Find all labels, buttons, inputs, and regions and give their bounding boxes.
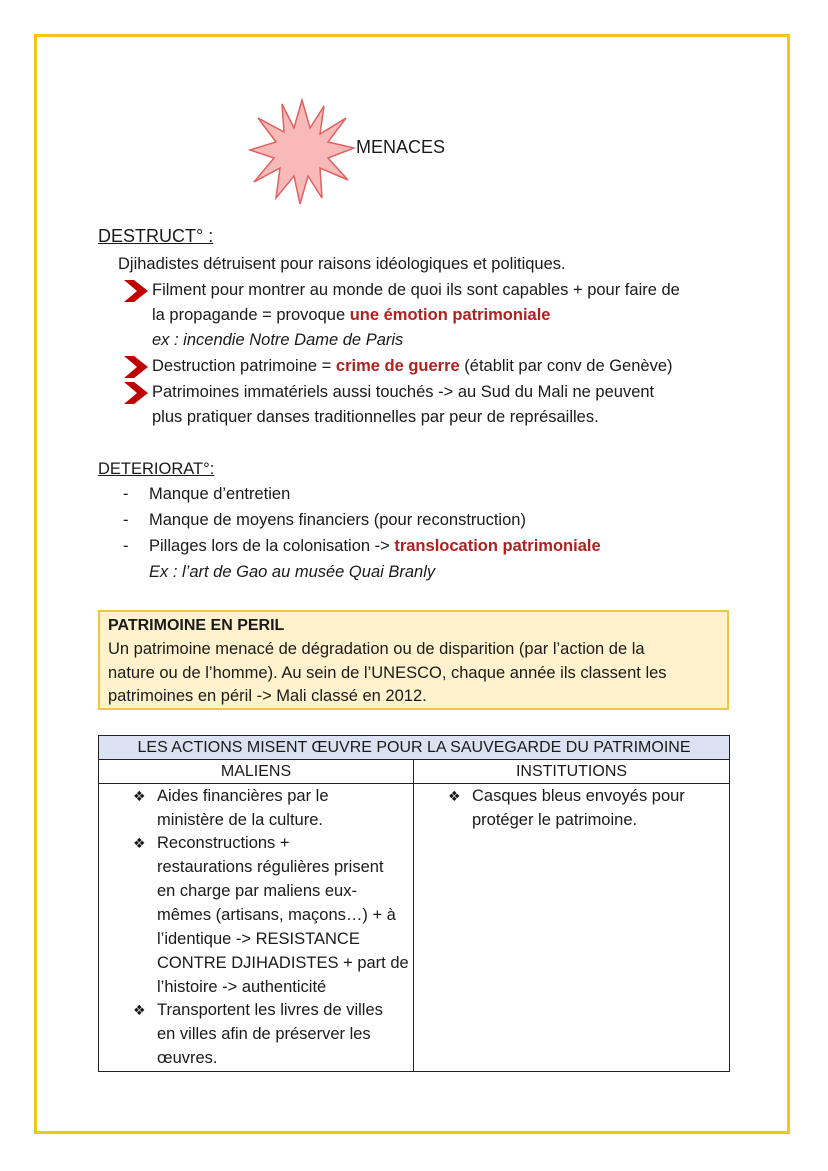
chevron-right-icon bbox=[124, 356, 148, 378]
maliens-item-2-line-6: CONTRE DJIHADISTES + part de bbox=[157, 954, 409, 972]
deterioration-item-1: Manque d’entretien bbox=[149, 485, 291, 503]
diamond-bullet-icon: ❖ bbox=[133, 1002, 146, 1018]
dash-bullet: - bbox=[123, 537, 129, 555]
diamond-bullet-icon: ❖ bbox=[133, 835, 146, 851]
section-deterioration-title: DETERIORAT°: bbox=[98, 460, 215, 478]
page-title: MENACES bbox=[356, 137, 446, 157]
dash-bullet: - bbox=[123, 511, 129, 529]
peril-line-1: Un patrimoine menacé de dégradation ou de disparition (par l’action de la bbox=[108, 640, 645, 658]
deterioration-item-2: Manque de moyens financiers (pour reconstruction) bbox=[149, 511, 526, 529]
maliens-item-2-line-1: Reconstructions + bbox=[157, 834, 290, 852]
destruction-bullet-3-line-1: Patrimoines immatériels aussi touchés -> au Sud du Mali ne peuvent bbox=[152, 383, 655, 401]
destruction-bullet-2: Destruction patrimoine = crime de guerre (établit par conv de Genève) bbox=[152, 357, 673, 375]
peril-line-2: nature ou de l’homme). Au sein de l’UNESCO, chaque année ils classent les bbox=[108, 664, 667, 682]
maliens-item-2-line-5: l’identique -> RESISTANCE bbox=[157, 930, 360, 948]
column-header-institutions: INSTITUTIONS bbox=[414, 760, 730, 784]
diamond-bullet-icon: ❖ bbox=[448, 788, 461, 804]
maliens-cell bbox=[99, 784, 414, 1072]
maliens-item-2-line-3: en charge par maliens eux- bbox=[157, 882, 357, 900]
maliens-item-1-line-2: ministère de la culture. bbox=[157, 811, 323, 829]
column-header-maliens: MALIENS bbox=[99, 760, 414, 784]
maliens-item-3-line-2: en villes afin de préserver les bbox=[157, 1025, 371, 1043]
destruction-bullet-1-line-2: la propagande = provoque une émotion patrimoniale bbox=[152, 306, 551, 324]
diamond-bullet-icon: ❖ bbox=[133, 788, 146, 804]
maliens-item-2-line-4: mêmes (artisans, maçons…) + à bbox=[157, 906, 396, 924]
explosion-star-icon bbox=[248, 98, 356, 206]
maliens-item-1-line-1: Aides financières par le bbox=[157, 787, 329, 805]
section-destruction-title: DESTRUCT° : bbox=[98, 226, 214, 246]
table-title: LES ACTIONS MISENT ŒUVRE POUR LA SAUVEGARDE DU PATRIMOINE bbox=[99, 736, 730, 760]
dash-bullet: - bbox=[123, 485, 129, 503]
peril-title: PATRIMOINE EN PERIL bbox=[108, 617, 285, 634]
maliens-item-3-line-1: Transportent les livres de villes bbox=[157, 1001, 383, 1019]
chevron-right-icon bbox=[124, 280, 148, 302]
institutions-item-1-line-2: protéger le patrimoine. bbox=[472, 811, 638, 829]
peril-definition-box bbox=[98, 610, 729, 710]
destruction-example: ex : incendie Notre Dame de Paris bbox=[152, 331, 404, 349]
actions-table bbox=[98, 735, 730, 1072]
peril-line-3: patrimoines en péril -> Mali classé en 2012. bbox=[108, 687, 427, 705]
destruction-bullet-1-line-1: Filment pour montrer au monde de quoi ils sont capables + pour faire de bbox=[152, 281, 680, 299]
institutions-cell bbox=[414, 784, 730, 1072]
maliens-item-3-line-3: œuvres. bbox=[157, 1049, 218, 1067]
institutions-item-1-line-1: Casques bleus envoyés pour bbox=[472, 787, 685, 805]
destruction-bullet-3-line-2: plus pratiquer danses traditionnelles par peur de représailles. bbox=[152, 408, 599, 426]
maliens-item-2-line-7: l’histoire -> authenticité bbox=[157, 978, 327, 996]
chevron-right-icon bbox=[124, 382, 148, 404]
deterioration-item-3: Pillages lors de la colonisation -> translocation patrimoniale bbox=[149, 537, 601, 555]
deterioration-example: Ex : l’art de Gao au musée Quai Branly bbox=[149, 563, 436, 581]
maliens-item-2-line-2: restaurations régulières prisent bbox=[157, 858, 384, 876]
destruction-intro: Djihadistes détruisent pour raisons idéologiques et politiques. bbox=[118, 255, 566, 273]
